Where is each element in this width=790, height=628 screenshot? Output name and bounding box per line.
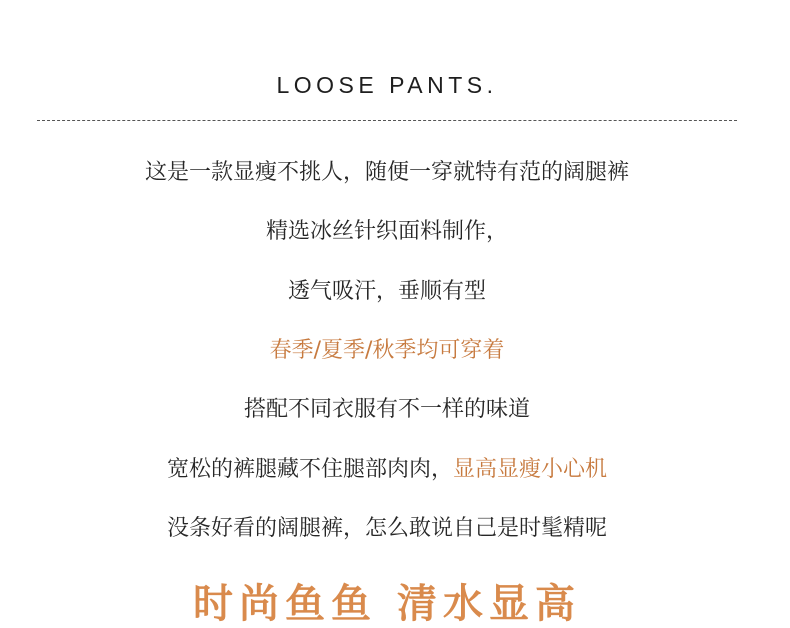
description-line-6-text: 宽松的裤腿藏不住腿部肉肉，	[166, 457, 453, 482]
description-line-1: 这是一款显瘦不挑人，随便一穿就特有范的阔腿裤	[144, 160, 629, 185]
next-section-title: 时尚鱼鱼 清水显高	[193, 581, 581, 627]
highlight-text: 显高显瘦小心机	[453, 457, 608, 482]
description-line-2: 精选冰丝针织面料制作，	[265, 219, 508, 244]
description-line-6	[0, 455, 774, 485]
section-heading: LOOSE PANTS.	[276, 72, 498, 98]
description-line-5: 搭配不同衣服有不一样的味道	[243, 397, 530, 422]
dashed-divider	[37, 120, 737, 121]
description-line-3: 透气吸汗，垂顺有型	[287, 279, 486, 304]
description-line-7: 没条好看的阔腿裤，怎么敢说自己是时髦精呢	[166, 516, 607, 541]
season-line: 春季/夏季/秋季均可穿着	[269, 338, 505, 363]
